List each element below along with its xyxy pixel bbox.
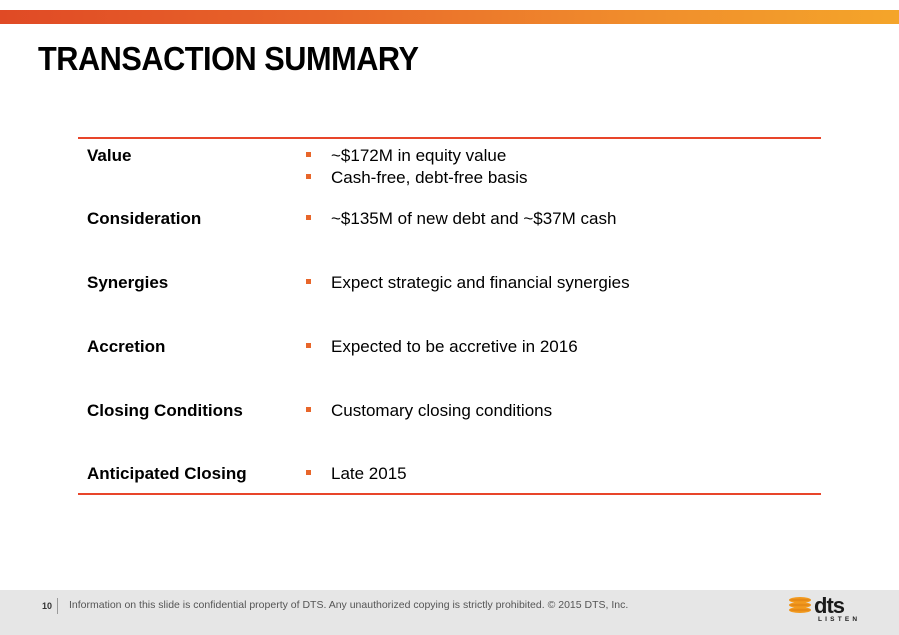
logo-tagline: LISTEN [818,616,861,623]
row-label-consideration: Consideration [87,209,202,228]
row-label-closing-conditions: Closing Conditions [87,401,243,420]
square-bullet-icon [306,343,311,348]
bullet-text: Expect strategic and financial synergies [331,273,630,292]
footer-divider [57,598,58,614]
square-bullet-icon [306,407,311,412]
square-bullet-icon [306,215,311,220]
bullet-text: ~$172M in equity value [331,146,507,165]
footer-disclaimer: Information on this slide is confidential property of DTS. Any unauthorized copying is strictly prohibited. © 2015 DTS, Inc. [69,599,629,611]
square-bullet-icon [306,174,311,179]
page-title: TRANSACTION SUMMARY [38,40,419,77]
table-bottom-rule [78,493,821,495]
bullet-text: ~$135M of new debt and ~$37M cash [331,209,617,228]
square-bullet-icon [306,470,311,475]
bullet-text: Late 2015 [331,464,407,483]
bullet-text: Expected to be accretive in 2016 [331,337,578,356]
bullet-text: Cash-free, debt-free basis [331,168,528,187]
row-label-accretion: Accretion [87,337,166,356]
logo-wordmark: dts [814,593,844,618]
page-number: 10 [42,601,53,611]
row-label-value: Value [87,146,132,165]
square-bullet-icon [306,279,311,284]
square-bullet-icon [306,152,311,157]
footer [0,590,899,635]
bullet-text: Customary closing conditions [331,401,553,420]
row-label-anticipated-closing: Anticipated Closing [87,464,247,483]
row-label-synergies: Synergies [87,273,169,292]
